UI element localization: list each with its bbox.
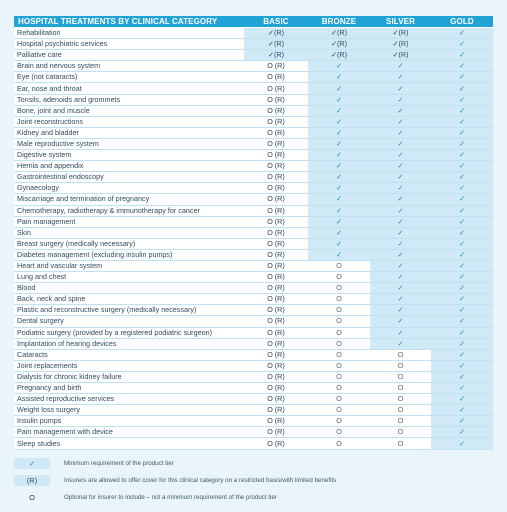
tier-cell-basic: O (R) [244,205,308,216]
tier-cell-basic: O (R) [244,72,308,83]
table-row [14,150,493,161]
tier-cell-silver: O [370,416,431,427]
column-header-category: HOSPITAL TREATMENTS BY CLINICAL CATEGORY [14,16,244,28]
tier-cell-basic: O (R) [244,105,308,116]
tier-cell-bronze: ✓ [308,183,370,194]
tier-cell-basic: O (R) [244,249,308,260]
tier-cell-bronze: O [308,438,370,449]
category-name: Insulin pumps [14,416,244,427]
tier-cell-bronze: ✓ [308,216,370,227]
category-name: Pregnancy and birth [14,383,244,394]
tier-cell-bronze: ✓ [308,72,370,83]
tier-cell-bronze: O [308,316,370,327]
tier-cell-basic: O (R) [244,338,308,349]
table-row [14,305,493,316]
tier-cell-gold: ✓ [431,338,493,349]
tier-cell-gold: ✓ [431,127,493,138]
table-body [14,28,493,450]
category-name: Tonsils, adenoids and grommets [14,94,244,105]
tier-cell-basic: O (R) [244,94,308,105]
table-row [14,338,493,349]
table-row [14,427,493,438]
category-name: Diabetes management (excluding insulin pumps) [14,249,244,260]
tier-cell-basic: O (R) [244,272,308,283]
tier-cell-basic: O (R) [244,61,308,72]
category-name: Digestive system [14,150,244,161]
table-row [14,205,493,216]
category-name: Joint reconstructions [14,116,244,127]
table-row [14,416,493,427]
category-name: Gastrointestinal endoscopy [14,172,244,183]
tier-cell-basic: O (R) [244,438,308,449]
table-row [14,50,493,61]
tier-cell-silver: O [370,371,431,382]
tier-cell-silver: O [370,349,431,360]
category-name: Podiatric surgery (provided by a registered podiatric surgeon) [14,327,244,338]
legend-text: Minimum requirement of the product tier [64,460,174,468]
tier-cell-gold: ✓ [431,394,493,405]
tier-cell-basic: O (R) [244,83,308,94]
tier-cell-silver: ✓ [370,172,431,183]
table-row [14,194,493,205]
legend-item [14,492,493,504]
category-name: Back, neck and spine [14,294,244,305]
tier-cell-silver: ✓ [370,283,431,294]
category-name: Lung and chest [14,272,244,283]
category-name: Weight loss surgery [14,405,244,416]
category-name: Cataracts [14,349,244,360]
tier-cell-gold: ✓ [431,94,493,105]
tier-cell-gold: ✓ [431,283,493,294]
tier-cell-silver: ✓ [370,183,431,194]
tier-cell-silver: ✓(R) [370,28,431,39]
tier-cell-basic: O (R) [244,360,308,371]
product-tier-table-page [14,16,493,509]
tier-cell-silver: ✓ [370,216,431,227]
tier-cell-bronze: O [308,327,370,338]
tier-cell-bronze: ✓ [308,105,370,116]
tier-cell-silver: ✓ [370,61,431,72]
tier-cell-silver: ✓(R) [370,39,431,50]
tier-cell-silver: O [370,438,431,449]
table-row [14,183,493,194]
category-name: Brain and nervous system [14,61,244,72]
table-row [14,394,493,405]
category-name: Pain management [14,216,244,227]
tier-cell-gold: ✓ [431,260,493,271]
table-row [14,327,493,338]
tier-cell-gold: ✓ [431,183,493,194]
table-row [14,260,493,271]
tier-cell-silver: ✓(R) [370,50,431,61]
category-name: Rehabilitation [14,28,244,39]
table-row [14,116,493,127]
tier-cell-silver: ✓ [370,227,431,238]
tier-cell-gold: ✓ [431,227,493,238]
tier-cell-gold: ✓ [431,427,493,438]
tier-cell-gold: ✓ [431,216,493,227]
category-name: Palliative care [14,50,244,61]
category-name: Plastic and reconstructive surgery (medically necessary) [14,305,244,316]
tier-cell-bronze: O [308,394,370,405]
clinical-category-table [14,16,493,450]
tier-cell-silver: ✓ [370,305,431,316]
tier-cell-basic: O (R) [244,283,308,294]
tier-cell-gold: ✓ [431,72,493,83]
legend-key-r: (R) [14,475,50,486]
legend [14,458,493,504]
tier-cell-basic: O (R) [244,227,308,238]
tier-cell-basic: O (R) [244,116,308,127]
tier-cell-silver: ✓ [370,116,431,127]
category-name: Blood [14,283,244,294]
table-row [14,294,493,305]
table-row [14,61,493,72]
tier-cell-basic: O (R) [244,383,308,394]
tier-cell-gold: ✓ [431,61,493,72]
tier-cell-silver: ✓ [370,94,431,105]
legend-item [14,458,493,470]
legend-text: Optional for insurer to include – not a minimum requirement of the product tier [64,494,277,502]
tier-cell-gold: ✓ [431,194,493,205]
tier-cell-bronze: O [308,260,370,271]
tier-cell-basic: O (R) [244,416,308,427]
tier-cell-bronze: ✓ [308,61,370,72]
tier-cell-gold: ✓ [431,316,493,327]
tier-cell-silver: ✓ [370,272,431,283]
tier-cell-bronze: O [308,283,370,294]
tier-cell-silver: O [370,383,431,394]
tier-cell-gold: ✓ [431,327,493,338]
tier-cell-gold: ✓ [431,116,493,127]
tier-cell-basic: O (R) [244,194,308,205]
tier-cell-gold: ✓ [431,238,493,249]
tier-cell-basic: O (R) [244,316,308,327]
tier-cell-silver: O [370,405,431,416]
tier-cell-silver: O [370,427,431,438]
tier-cell-bronze: ✓ [308,205,370,216]
tier-cell-basic: O (R) [244,394,308,405]
tier-cell-basic: O (R) [244,172,308,183]
category-name: Male reproductive system [14,138,244,149]
tier-cell-bronze: ✓ [308,83,370,94]
table-row [14,72,493,83]
table-row [14,227,493,238]
category-name: Hospital psychiatric services [14,39,244,50]
legend-item [14,475,493,487]
tier-cell-gold: ✓ [431,249,493,260]
tier-cell-silver: O [370,360,431,371]
tier-cell-bronze: O [308,272,370,283]
tier-cell-silver: ✓ [370,150,431,161]
category-name: Dental surgery [14,316,244,327]
category-name: Assisted reproductive services [14,394,244,405]
tier-cell-gold: ✓ [431,383,493,394]
legend-key-circle: O [29,493,35,503]
category-name: Bone, joint and muscle [14,105,244,116]
tier-cell-gold: ✓ [431,50,493,61]
tier-cell-gold: ✓ [431,294,493,305]
table-row [14,349,493,360]
tier-cell-basic: O (R) [244,161,308,172]
tier-cell-gold: ✓ [431,371,493,382]
tier-cell-basic: O (R) [244,427,308,438]
tier-cell-silver: ✓ [370,327,431,338]
tier-cell-gold: ✓ [431,360,493,371]
table-row [14,283,493,294]
tier-cell-silver: ✓ [370,194,431,205]
tier-cell-gold: ✓ [431,305,493,316]
tier-cell-bronze: O [308,349,370,360]
tier-cell-bronze: ✓ [308,138,370,149]
tier-cell-gold: ✓ [431,416,493,427]
tier-cell-basic: O (R) [244,127,308,138]
tier-cell-silver: ✓ [370,249,431,260]
tier-cell-basic: ✓(R) [244,28,308,39]
category-name: Chemotherapy, radiotherapy & immunotherapy for cancer [14,205,244,216]
tier-cell-gold: ✓ [431,405,493,416]
tier-cell-bronze: ✓ [308,249,370,260]
category-name: Joint replacements [14,360,244,371]
category-name: Implantation of hearing devices [14,338,244,349]
tier-cell-silver: ✓ [370,138,431,149]
tier-cell-silver: ✓ [370,238,431,249]
tier-cell-bronze: ✓(R) [308,50,370,61]
table-row [14,28,493,39]
tier-cell-bronze: O [308,305,370,316]
category-name: Breast surgery (medically necessary) [14,238,244,249]
legend-text: Insurers are allowed to offer cover for this clinical category on a restricted basis/with limited benefits [64,477,337,485]
category-name: Eye (not cataracts) [14,72,244,83]
tier-cell-bronze: O [308,427,370,438]
tier-cell-silver: ✓ [370,161,431,172]
tier-cell-bronze: ✓ [308,172,370,183]
column-header-basic: BASIC [244,16,308,28]
tier-cell-bronze: O [308,405,370,416]
tier-cell-bronze: ✓(R) [308,28,370,39]
table-row [14,238,493,249]
legend-key-tick: ✓ [14,458,50,469]
table-row [14,405,493,416]
table-row [14,127,493,138]
category-name: Sleep studies [14,438,244,449]
tier-cell-basic: O (R) [244,183,308,194]
category-name: Gynaecology [14,183,244,194]
tier-cell-silver: ✓ [370,205,431,216]
category-name: Skin [14,227,244,238]
tier-cell-bronze: O [308,338,370,349]
tier-cell-bronze: ✓ [308,194,370,205]
tier-cell-gold: ✓ [431,39,493,50]
tier-cell-gold: ✓ [431,150,493,161]
tier-cell-silver: ✓ [370,260,431,271]
tier-cell-basic: O (R) [244,349,308,360]
tier-cell-bronze: ✓ [308,161,370,172]
tier-cell-silver: ✓ [370,83,431,94]
category-name: Dialysis for chronic kidney failure [14,371,244,382]
tier-cell-gold: ✓ [431,28,493,39]
table-row [14,249,493,260]
table-row [14,272,493,283]
table-row [14,438,493,449]
tier-cell-bronze: ✓ [308,127,370,138]
tier-cell-gold: ✓ [431,105,493,116]
tier-cell-basic: O (R) [244,327,308,338]
tier-cell-silver: ✓ [370,294,431,305]
tier-cell-gold: ✓ [431,205,493,216]
column-header-gold: GOLD [431,16,493,28]
tier-cell-basic: O (R) [244,138,308,149]
tier-cell-silver: ✓ [370,338,431,349]
tier-cell-bronze: O [308,383,370,394]
tier-cell-basic: O (R) [244,371,308,382]
tier-cell-gold: ✓ [431,349,493,360]
tier-cell-gold: ✓ [431,172,493,183]
category-name: Ear, nose and throat [14,83,244,94]
tier-cell-bronze: ✓ [308,238,370,249]
tier-cell-gold: ✓ [431,161,493,172]
category-name: Pain management with device [14,427,244,438]
tier-cell-gold: ✓ [431,438,493,449]
column-header-silver: SILVER [370,16,431,28]
category-name: Hernia and appendix [14,161,244,172]
table-row [14,216,493,227]
tier-cell-gold: ✓ [431,272,493,283]
tier-cell-basic: O (R) [244,238,308,249]
tier-cell-basic: O (R) [244,260,308,271]
table-row [14,138,493,149]
tier-cell-bronze: ✓(R) [308,39,370,50]
category-name: Heart and vascular system [14,260,244,271]
table-row [14,39,493,50]
tier-cell-bronze: O [308,294,370,305]
tier-cell-silver: ✓ [370,105,431,116]
tier-cell-bronze: ✓ [308,94,370,105]
tier-cell-bronze: ✓ [308,227,370,238]
table-row [14,105,493,116]
tier-cell-silver: ✓ [370,127,431,138]
column-header-bronze: BRONZE [308,16,370,28]
tier-cell-basic: O (R) [244,305,308,316]
tier-cell-bronze: O [308,371,370,382]
tier-cell-basic: ✓(R) [244,50,308,61]
tier-cell-silver: ✓ [370,72,431,83]
tier-cell-silver: O [370,394,431,405]
tier-cell-basic: O (R) [244,150,308,161]
table-row [14,371,493,382]
tier-cell-basic: ✓(R) [244,39,308,50]
tier-cell-gold: ✓ [431,138,493,149]
tier-cell-bronze: ✓ [308,116,370,127]
table-row [14,360,493,371]
tier-cell-bronze: O [308,360,370,371]
table-row [14,316,493,327]
category-name: Kidney and bladder [14,127,244,138]
table-row [14,83,493,94]
tier-cell-silver: ✓ [370,316,431,327]
table-row [14,94,493,105]
tier-cell-bronze: O [308,416,370,427]
tier-cell-bronze: ✓ [308,150,370,161]
table-row [14,383,493,394]
table-row [14,172,493,183]
tier-cell-basic: O (R) [244,294,308,305]
tier-cell-basic: O (R) [244,405,308,416]
tier-cell-gold: ✓ [431,83,493,94]
tier-cell-basic: O (R) [244,216,308,227]
category-name: Miscarriage and termination of pregnancy [14,194,244,205]
table-row [14,161,493,172]
table-header-row [14,16,493,28]
